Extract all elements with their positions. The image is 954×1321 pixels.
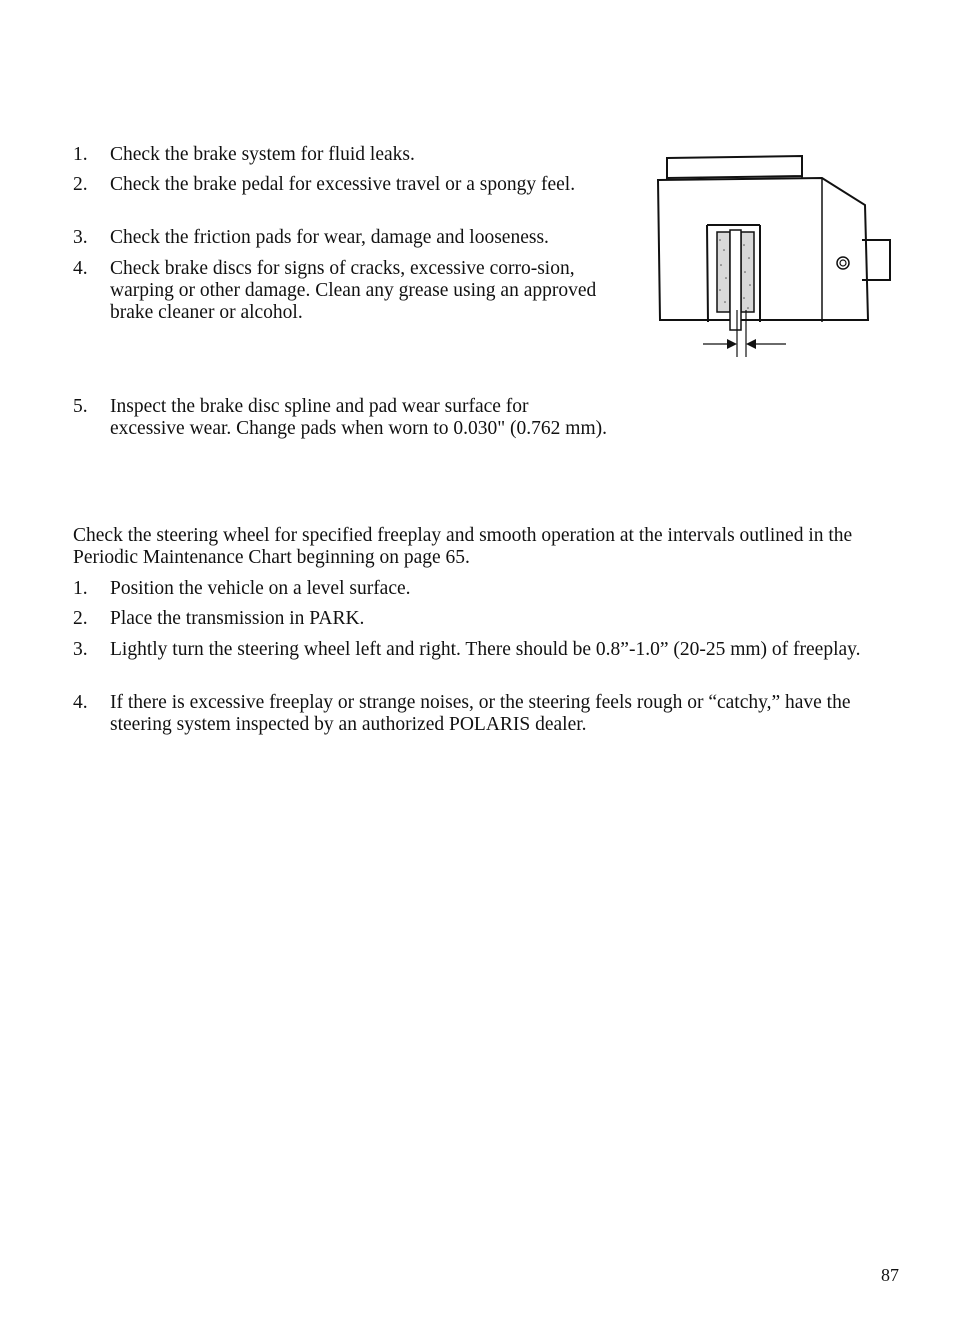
brake-caliper-illustration [650,150,900,365]
steering-item-4 [73,692,903,736]
steering-intro: Check the steering wheel for specified freeplay and smooth operation at the intervals outlined in the Periodic Maintenance Chart beginning on page 65. [73,525,853,568]
steering-item-2 [73,608,893,630]
item-text: Position the vehicle on a level surface. [110,578,411,599]
item-number: 2. [73,608,88,629]
item-text: Inspect the brake disc spline and pad wear surface for excessive wear. Change pads when worn to 0.030" (0.762 mm). [110,396,607,439]
brake-item-4 [73,258,608,324]
item-text: If there is excessive freeplay or strange noises, or the steering feels rough or “catchy,” have the steering system inspected by an authorized POLARIS dealer. [110,692,851,735]
item-number: 3. [73,639,88,660]
steering-item-1 [73,578,893,600]
bolt-icon [837,257,849,269]
caliper-body [658,178,868,320]
item-text: Place the transmission in PARK. [110,608,365,629]
item-text: Lightly turn the steering wheel left and right. There should be 0.8”-1.0” (20-25 mm) of freeplay. [110,639,861,660]
item-text: Check the brake system for fluid leaks. [110,144,415,165]
friction-pad-right [741,232,754,312]
item-text: Check the friction pads for wear, damage and looseness. [110,227,549,248]
item-number: 4. [73,258,88,279]
brake-disc [730,230,741,330]
item-number: 1. [73,578,88,599]
item-text: Check the brake pedal for excessive travel or a spongy feel. [110,174,576,195]
steering-item-3 [73,639,903,661]
caliper-top-plate [667,156,802,178]
brake-item-1 [73,144,633,166]
item-number: 2. [73,174,88,195]
item-number: 4. [73,692,88,713]
friction-pad-left [717,232,730,312]
brake-item-2 [73,174,613,196]
item-number: 1. [73,144,88,165]
brake-item-5 [73,396,608,440]
item-number: 3. [73,227,88,248]
page-number: 87 [881,1265,899,1285]
brake-item-3 [73,227,633,249]
item-number: 5. [73,396,88,417]
item-text: Check brake discs for signs of cracks, excessive corro-sion, warping or other damage. Clean any grease using an approved brake cleaner or alcohol. [110,258,597,323]
